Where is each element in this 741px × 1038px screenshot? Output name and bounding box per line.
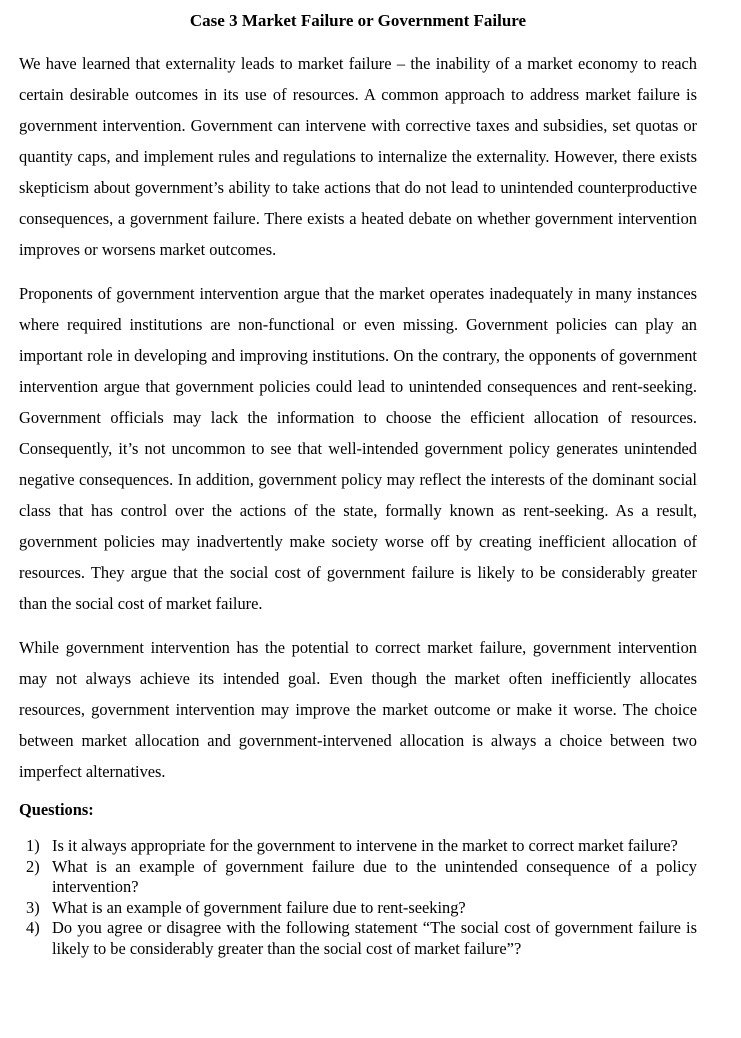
document-title: Case 3 Market Failure or Government Failure <box>189 11 527 30</box>
question-number: 1) <box>26 836 40 855</box>
question-item <box>19 836 697 857</box>
question-text: What is an example of government failure due to the unintended consequence of a policy intervention? <box>52 856 697 896</box>
question-text: What is an example of government failure due to rent-seeking? <box>52 897 466 917</box>
question-item <box>19 857 697 898</box>
question-text: Is it always appropriate for the government to intervene in the market to correct market failure? <box>52 836 678 855</box>
questions-heading: Questions: <box>19 800 94 819</box>
question-number: 2) <box>26 856 40 876</box>
paragraph-externality-intro: We have learned that externality leads to market failure – the inability of a market economy to reach certain desirable outcomes in its use of resources. A common approach to address market failure is government intervention. Government can intervene with corrective taxes and subsidies, set quotas or quantity caps, and implement rules and regulations to internalize the externality. However, there exists skepticism about government’s ability to take actions that do not lead to unintended counterproductive consequences, a government failure. There exists a heated debate on whether government intervention improves or worsens market outcomes. <box>19 54 697 259</box>
question-item <box>19 898 697 919</box>
paragraph-conclusion: While government intervention has the potential to correct market failure, government intervention may not always achieve its intended goal. Even though the market often inefficiently allocates resources, government intervention may improve the market outcome or make it worse. The choice between market allocation and government-intervened allocation is always a choice between two imperfect alternatives. <box>19 638 697 781</box>
document-page <box>19 0 697 959</box>
question-number: 4) <box>26 918 40 937</box>
paragraph-proponents-opponents: Proponents of government intervention argue that the market operates inadequately in many instances where required institutions are non-functional or even missing. Government policies can play an important role in developing and improving institutions. On the contrary, the opponents of government intervention argue that government policies could lead to unintended consequences and rent-seeking. Government officials may lack the information to choose the efficient allocation of resources. Consequently, it’s not uncommon to see that well-intended government policy generates unintended negative consequences. In addition, government policy may reflect the interests of the dominant social class that has control over the actions of the state, formally known as rent-seeking. As a result, government policies may inadvertently make society worse off by creating inefficient allocation of resources. They argue that the social cost of government failure is likely to be considerably greater than the social cost of market failure. <box>19 284 697 613</box>
question-number: 3) <box>26 897 40 917</box>
question-text: Do you agree or disagree with the following statement “The social cost of government failure is likely to be considerably greater than the social cost of market failure”? <box>52 918 697 958</box>
question-item <box>19 918 697 959</box>
questions-list <box>19 836 697 959</box>
